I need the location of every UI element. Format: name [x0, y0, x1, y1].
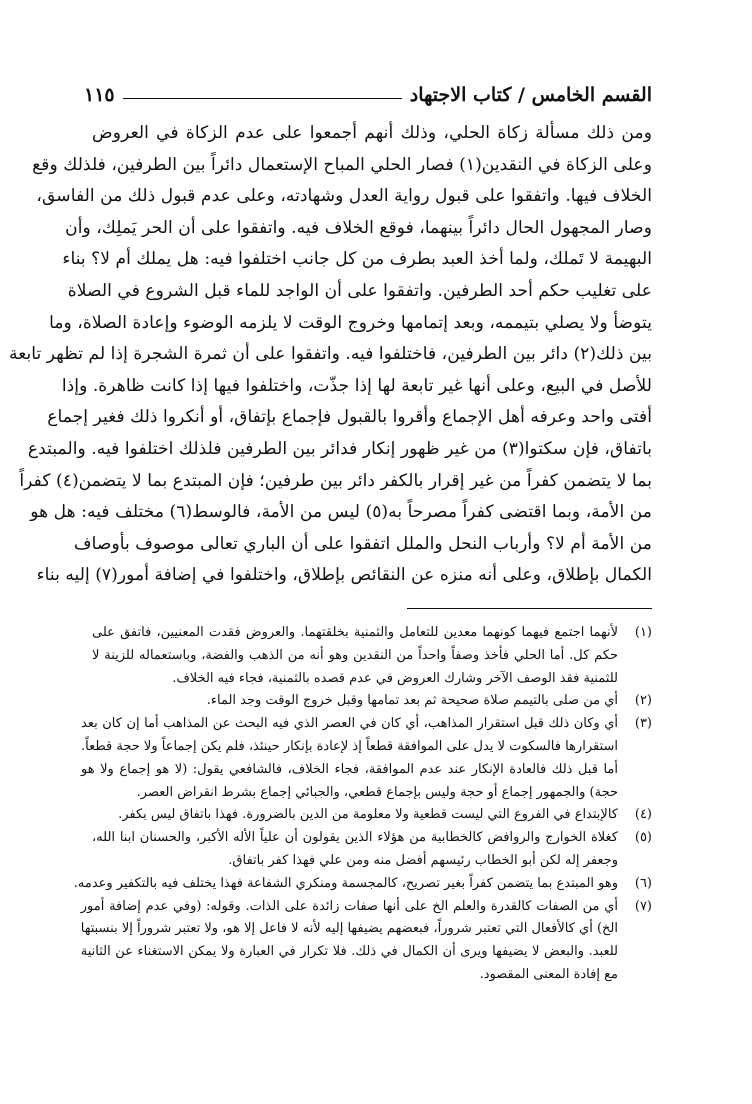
- body-line: وصار المجهول الحال دائراً بينهما، فوقع الخلاف فيه. واتفقوا على أن الحر يَملِك، وأن: [65, 217, 652, 238]
- footnote: [81, 713, 652, 804]
- footnote-line: لأنهما اجتمع فيهما كونهما معدين للتعامل والثمنية بخلقتهما. والعروض فقدت المعنيين، فاتفق على: [92, 625, 618, 640]
- footnote-line: وهو المبتدع بما يتضمن كفراً بغير تصريح، كالمجسمة ومنكري الشفاعة فهذا يختلف فيه بالتكفير وعدمه.: [73, 875, 618, 891]
- footnote-line: حجة) والجمهور إجماع أو حجة وليس بإجماع قطعي، والجبائي إجماع بشرط انقراض العصر.: [136, 784, 618, 800]
- footnote-line: للثمنية فقد الوصف الآخر وشارك العروض في عدم قصده بالثمنية، فجاء فيه الخلاف.: [172, 670, 618, 686]
- running-header: [84, 78, 652, 106]
- footnote-text: [92, 690, 618, 713]
- footnote-line: مع إفادة المعنى المقصود.: [479, 966, 618, 982]
- body-line: يتوضأ ولا يصلي بتيممه، وبعد إتمامها وخروج الوقت لا يلزمه الوضوء وإعادة الصلاة، وما: [49, 312, 652, 333]
- footnote-number: (٢): [634, 693, 652, 709]
- body-line: وعلى الزكاة في النقدين(١) فصار الحلي المباح الإستعمال دائراً بين الطرفين، فلذلك وقع: [32, 154, 652, 175]
- body-line: الخلاف فيها. واتفقوا على قبول رواية العدل وشهادته، وعلى عدم قبول ذلك من الفاسق،: [36, 186, 652, 207]
- footnote-number: (١): [634, 625, 652, 640]
- body-line: على تغليب حكم أحد الطرفين. واتفقوا على أن الواجد للماء قبل الشروع في الصلاة: [67, 280, 652, 301]
- footnote-line: للعبد. والبعض لا يضيفها ويرى أن الكمال في ذلك. فلا تكرار في العبارة ولا يمكن الاستغناء عن الثانية: [80, 944, 618, 960]
- footnote-line: أما قبل ذلك فالعادة الإنكار عند عدم الموافقة، فجاء الخلاف، فالشافعي يقول: (لا هو إجماع ولا هو: [81, 761, 618, 777]
- footnote: [92, 690, 652, 713]
- body-line: الكمال بإطلاق، وعلى أنه منزه عن النقائص بإطلاق، واختلفوا في إضافة أمور(٧) إليه بناء: [36, 565, 652, 586]
- footnote-line: الخ) أي كالأفعال التي تعتبر شروراً، فبعضهم يضيفها إليه لأنه لا فاعل إلا هو، ولا تعتبر شروراً إلا بنسبتها: [80, 921, 618, 937]
- footnote-divider: [407, 608, 652, 609]
- footnote-number: (٤): [634, 807, 652, 823]
- footnote-line: استقرارها فالسكوت لا يدل على الموافقة قطعاً إذ لإعادة بإنكار حينئذ، فلم يكن إجماعاً ولا حجة قطعاً.: [81, 738, 618, 754]
- footnote-text: [74, 873, 618, 896]
- footnote-line: أي من صلى بالتيمم صلاة صحيحة ثم بعد تمامها وقبل خروج الوقت وجد الماء.: [206, 693, 618, 709]
- body-line: أفتى واحد وعرفه أهل الإجماع وأقروا بالقبول فإجماع بإتفاق، أو أنكروا ذلك فغير إجماع: [47, 407, 652, 428]
- footnote: [73, 873, 652, 896]
- footnote-text: [81, 713, 618, 804]
- body-line: البهيمة لا تَملك، ولما أخذ العبد بطرف من كل جانب اختلفوا فيه: هل يملك أم لا؟ بناء: [62, 249, 652, 270]
- body-line: باتفاق، فإن سكتوا(٣) من غير ظهور إنكار فدائر بين الطرفين فلذلك اختلفوا فيه. والمبتدع: [27, 438, 652, 459]
- body-line: بين ذلك(٢) دائر بين الطرفين، فاختلفوا فيه. واتفقوا على أن ثمرة الشجرة إذا لم تظهر تابعة: [9, 344, 652, 365]
- footnotes: [73, 622, 652, 987]
- body-line: للأصل في البيع، وعلى أنها غير تابعة لها إذا جذّت، واختلفوا فيها إذا كانت ظاهرة. وإذا: [61, 375, 652, 396]
- footnote-line: أي وكان ذلك قبل استقرار المذاهب، أي كان في العصر الذي فيه البحث عن المذاهب أما إن كان بعد: [81, 716, 618, 732]
- footnote: [92, 622, 652, 690]
- footnote-text: [81, 896, 618, 987]
- footnote-line: كغلاة الخوارج والروافض كالخطابية من هؤلاء الذين يقولون أن علياً الأله الأكبر، والحسنان ابنا الله،: [92, 830, 618, 846]
- body-line: من الأمة أم لا؟ وأرباب النحل والملل اتفقوا على أن الباري تعالى موصوف بأوصاف: [73, 533, 652, 554]
- footnote-text: [92, 827, 618, 873]
- page-number: ١١٥: [84, 84, 115, 106]
- footnote: [80, 896, 652, 987]
- body-line: بما لا يتضمن كفراً من غير إقرار بالكفر دائر بين طرفين؛ فإن المبتدع بما لا يتضمن(٤) كفراً: [19, 470, 652, 491]
- footnote-text: [92, 804, 618, 827]
- body-line: من الأمة، وبما اقتضى كفراً مصرحاً به(٥) ليس من الأمة، فالوسط(٦) مختلف فيه: هل هو: [30, 502, 652, 523]
- footnote-line: وجعفر إله لكن أبو الخطاب رئيسهم أفضل منه ومن علي فهذا كفر باتفاق.: [228, 852, 618, 868]
- footnote-line: كالإبتداع في الفروع التي ليست قطعية ولا معلومة من الدين بالضرورة. فهذا باتفاق ليس بكفر.: [118, 807, 618, 823]
- footnote: [92, 827, 652, 873]
- footnote: [92, 804, 652, 827]
- body-line: ومن ذلك مسألة زكاة الحلي، وذلك أنهم أجمعوا على عدم الزكاة في العروض: [92, 123, 652, 143]
- footnote-number: (٣): [634, 716, 652, 732]
- footnote-number: (٦): [634, 875, 652, 891]
- footnote-number: (٥): [634, 830, 652, 846]
- footnote-line: حكم كل. أما الحلي فأخذ وصفاً واحداً من النقدين وهو أنه من الذهب والفضة، وباستعماله للزينة لا: [92, 647, 618, 663]
- header-rule: [123, 98, 402, 99]
- footnote-line: أي من الصفات كالقدرة والعلم الخ على أنها صفات زائدة على الذات. وقوله: (وفي عدم إضافة أمور: [80, 898, 618, 914]
- footnote-text: [92, 622, 618, 690]
- main-text: [9, 118, 652, 592]
- chapter-title: القسم الخامس / كتاب الاجتهاد: [409, 84, 652, 106]
- footnote-number: (٧): [634, 898, 652, 914]
